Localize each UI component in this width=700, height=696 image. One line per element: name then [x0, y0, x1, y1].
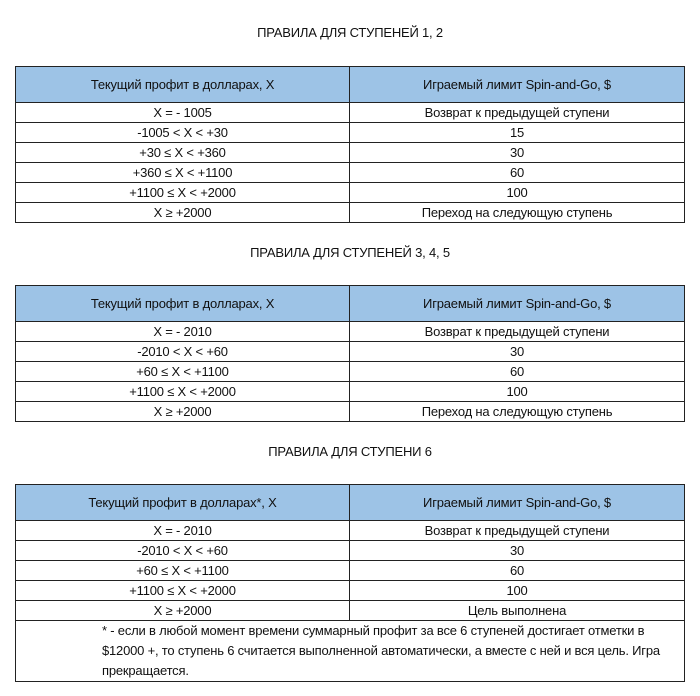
table-row	[16, 382, 685, 402]
table-row	[16, 581, 685, 601]
table-row	[16, 203, 685, 223]
table-row	[16, 103, 685, 123]
limit-cell: 100	[350, 382, 685, 402]
profit-cell: +60 ≤ X < +1100	[16, 362, 350, 382]
profit-cell: X ≥ +2000	[16, 601, 350, 621]
limit-cell: 30	[350, 541, 685, 561]
footnote: * - если в любой момент времени суммарный профит за все 6 ступеней достигает отметки в $12000 +, то ступень 6 считается выполненной автоматически, а вместе с ней и вся цель. Игра прекращается.	[16, 621, 685, 682]
section-title-steps-1-2: ПРАВИЛА ДЛЯ СТУПЕНЕЙ 1, 2	[257, 25, 443, 40]
limit-cell: Возврат к предыдущей ступени	[350, 322, 685, 342]
profit-cell: +1100 ≤ X < +2000	[16, 183, 350, 203]
limit-cell: 15	[350, 123, 685, 143]
profit-cell: +1100 ≤ X < +2000	[16, 382, 350, 402]
header-limit: Играемый лимит Spin-and-Go, $	[350, 67, 685, 103]
profit-cell: X ≥ +2000	[16, 402, 350, 422]
header-limit: Играемый лимит Spin-and-Go, $	[350, 485, 685, 521]
table-row	[16, 362, 685, 382]
profit-cell: +1100 ≤ X < +2000	[16, 581, 350, 601]
table-row	[16, 163, 685, 183]
table-row	[16, 143, 685, 163]
limit-cell: 60	[350, 362, 685, 382]
limit-cell: 60	[350, 163, 685, 183]
table-row	[16, 322, 685, 342]
rules-table-step-6	[15, 484, 685, 682]
profit-cell: +60 ≤ X < +1100	[16, 561, 350, 581]
table-header-row	[16, 485, 685, 521]
table-row	[16, 402, 685, 422]
table-row	[16, 601, 685, 621]
profit-cell: X ≥ +2000	[16, 203, 350, 223]
limit-cell: Переход на следующую ступень	[350, 203, 685, 223]
profit-cell: X = - 2010	[16, 521, 350, 541]
profit-cell: X = - 1005	[16, 103, 350, 123]
header-limit: Играемый лимит Spin-and-Go, $	[350, 286, 685, 322]
table-header-row	[16, 286, 685, 322]
limit-cell: Переход на следующую ступень	[350, 402, 685, 422]
profit-cell: +30 ≤ X < +360	[16, 143, 350, 163]
limit-cell: 30	[350, 143, 685, 163]
table-row	[16, 342, 685, 362]
limit-cell: 30	[350, 342, 685, 362]
section-title-step-6: ПРАВИЛА ДЛЯ СТУПЕНИ 6	[268, 444, 432, 459]
table-row	[16, 561, 685, 581]
footnote-row	[16, 621, 685, 682]
limit-cell: 100	[350, 581, 685, 601]
profit-cell: -2010 < X < +60	[16, 342, 350, 362]
table-row	[16, 541, 685, 561]
table-header-row	[16, 67, 685, 103]
profit-cell: +360 ≤ X < +1100	[16, 163, 350, 183]
rules-table-steps-1-2	[15, 66, 685, 223]
limit-cell: 60	[350, 561, 685, 581]
profit-cell: -2010 < X < +60	[16, 541, 350, 561]
limit-cell: 100	[350, 183, 685, 203]
header-profit: Текущий профит в долларах, X	[16, 67, 350, 103]
profit-cell: -1005 < X < +30	[16, 123, 350, 143]
header-profit: Текущий профит в долларах*, X	[16, 485, 350, 521]
table-row	[16, 123, 685, 143]
limit-cell: Возврат к предыдущей ступени	[350, 103, 685, 123]
rules-table-steps-3-4-5	[15, 285, 685, 422]
profit-cell: X = - 2010	[16, 322, 350, 342]
header-profit: Текущий профит в долларах, X	[16, 286, 350, 322]
limit-cell: Цель выполнена	[350, 601, 685, 621]
limit-cell: Возврат к предыдущей ступени	[350, 521, 685, 541]
section-title-steps-3-4-5: ПРАВИЛА ДЛЯ СТУПЕНЕЙ 3, 4, 5	[250, 245, 450, 260]
table-row	[16, 183, 685, 203]
table-row	[16, 521, 685, 541]
